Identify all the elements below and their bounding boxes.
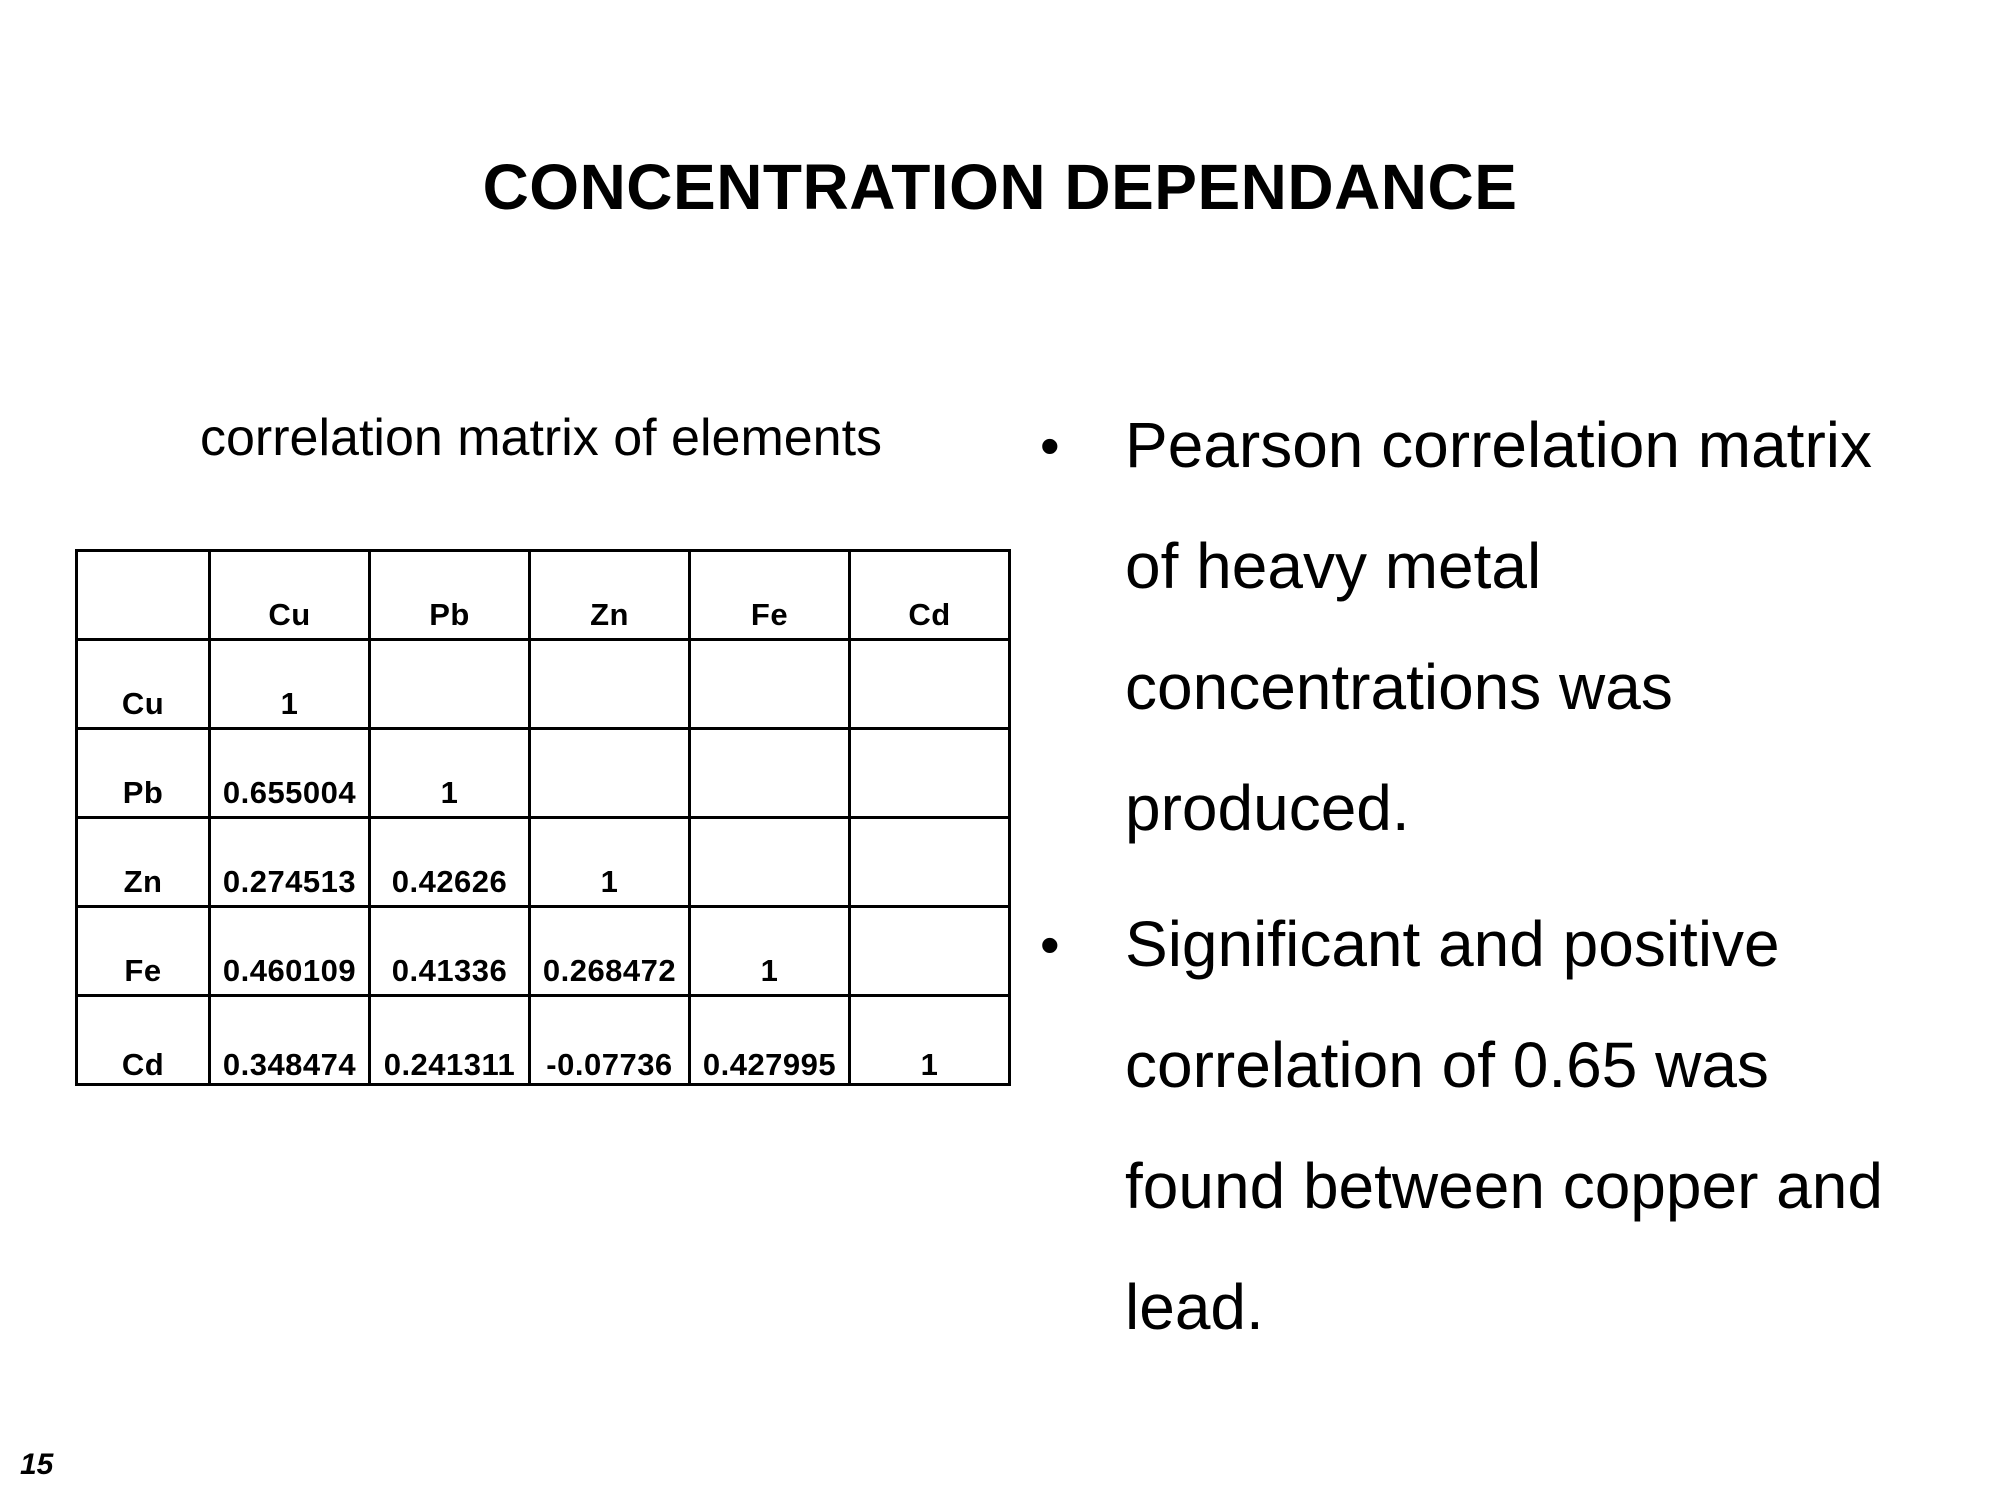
row-label-zn: Zn bbox=[77, 818, 210, 907]
table-cell bbox=[370, 640, 530, 729]
page-number: 15 bbox=[20, 1448, 54, 1481]
table-cell bbox=[690, 640, 850, 729]
table-cell bbox=[850, 818, 1010, 907]
table-cell: 0.348474 bbox=[210, 996, 370, 1085]
table-row bbox=[77, 996, 1010, 1085]
table-cell: 1 bbox=[690, 907, 850, 996]
bullet-text: Pearson correlation matrix of heavy metal concentrations was produced. bbox=[1125, 409, 1872, 844]
column-header-fe: Fe bbox=[690, 551, 850, 640]
column-header-cu: Cu bbox=[210, 551, 370, 640]
bullet-marker: • bbox=[1040, 913, 1060, 976]
row-label-fe: Fe bbox=[77, 907, 210, 996]
bullet-marker: • bbox=[1040, 414, 1060, 477]
table-cell: 1 bbox=[850, 996, 1010, 1085]
table-row bbox=[77, 640, 1010, 729]
table-cell bbox=[530, 640, 690, 729]
table-cell bbox=[850, 729, 1010, 818]
matrix-caption: correlation matrix of elements bbox=[200, 409, 883, 467]
table-cell: 0.268472 bbox=[530, 907, 690, 996]
table-row bbox=[77, 729, 1010, 818]
table-cell bbox=[690, 729, 850, 818]
table-cell: 0.42626 bbox=[370, 818, 530, 907]
table-cell: 1 bbox=[530, 818, 690, 907]
bullet-item bbox=[1040, 884, 1940, 1368]
bullet-item bbox=[1040, 385, 1940, 869]
table-cell: 1 bbox=[370, 729, 530, 818]
row-label-cu: Cu bbox=[77, 640, 210, 729]
table-cell bbox=[690, 818, 850, 907]
bullet-text: Significant and positive correlation of 0.65 was found between copper and lead. bbox=[1125, 908, 1883, 1343]
table-cell: -0.07736 bbox=[530, 996, 690, 1085]
table-cell: 0.460109 bbox=[210, 907, 370, 996]
table-corner-cell bbox=[77, 551, 210, 640]
table-cell: 0.427995 bbox=[690, 996, 850, 1085]
table-cell: 1 bbox=[210, 640, 370, 729]
table-cell: 0.655004 bbox=[210, 729, 370, 818]
table-cell: 0.41336 bbox=[370, 907, 530, 996]
table-row bbox=[77, 818, 1010, 907]
row-label-pb: Pb bbox=[77, 729, 210, 818]
column-header-cd: Cd bbox=[850, 551, 1010, 640]
slide-title: CONCENTRATION DEPENDANCE bbox=[482, 151, 1518, 223]
table-row bbox=[77, 907, 1010, 996]
table-header-row bbox=[77, 551, 1010, 640]
table-cell: 0.241311 bbox=[370, 996, 530, 1085]
row-label-cd: Cd bbox=[77, 996, 210, 1085]
table-cell: 0.274513 bbox=[210, 818, 370, 907]
table-cell bbox=[850, 640, 1010, 729]
bullet-list bbox=[1040, 385, 1940, 1368]
column-header-zn: Zn bbox=[530, 551, 690, 640]
table-cell bbox=[530, 729, 690, 818]
table-cell bbox=[850, 907, 1010, 996]
correlation-matrix-table bbox=[75, 549, 1011, 1086]
column-header-pb: Pb bbox=[370, 551, 530, 640]
